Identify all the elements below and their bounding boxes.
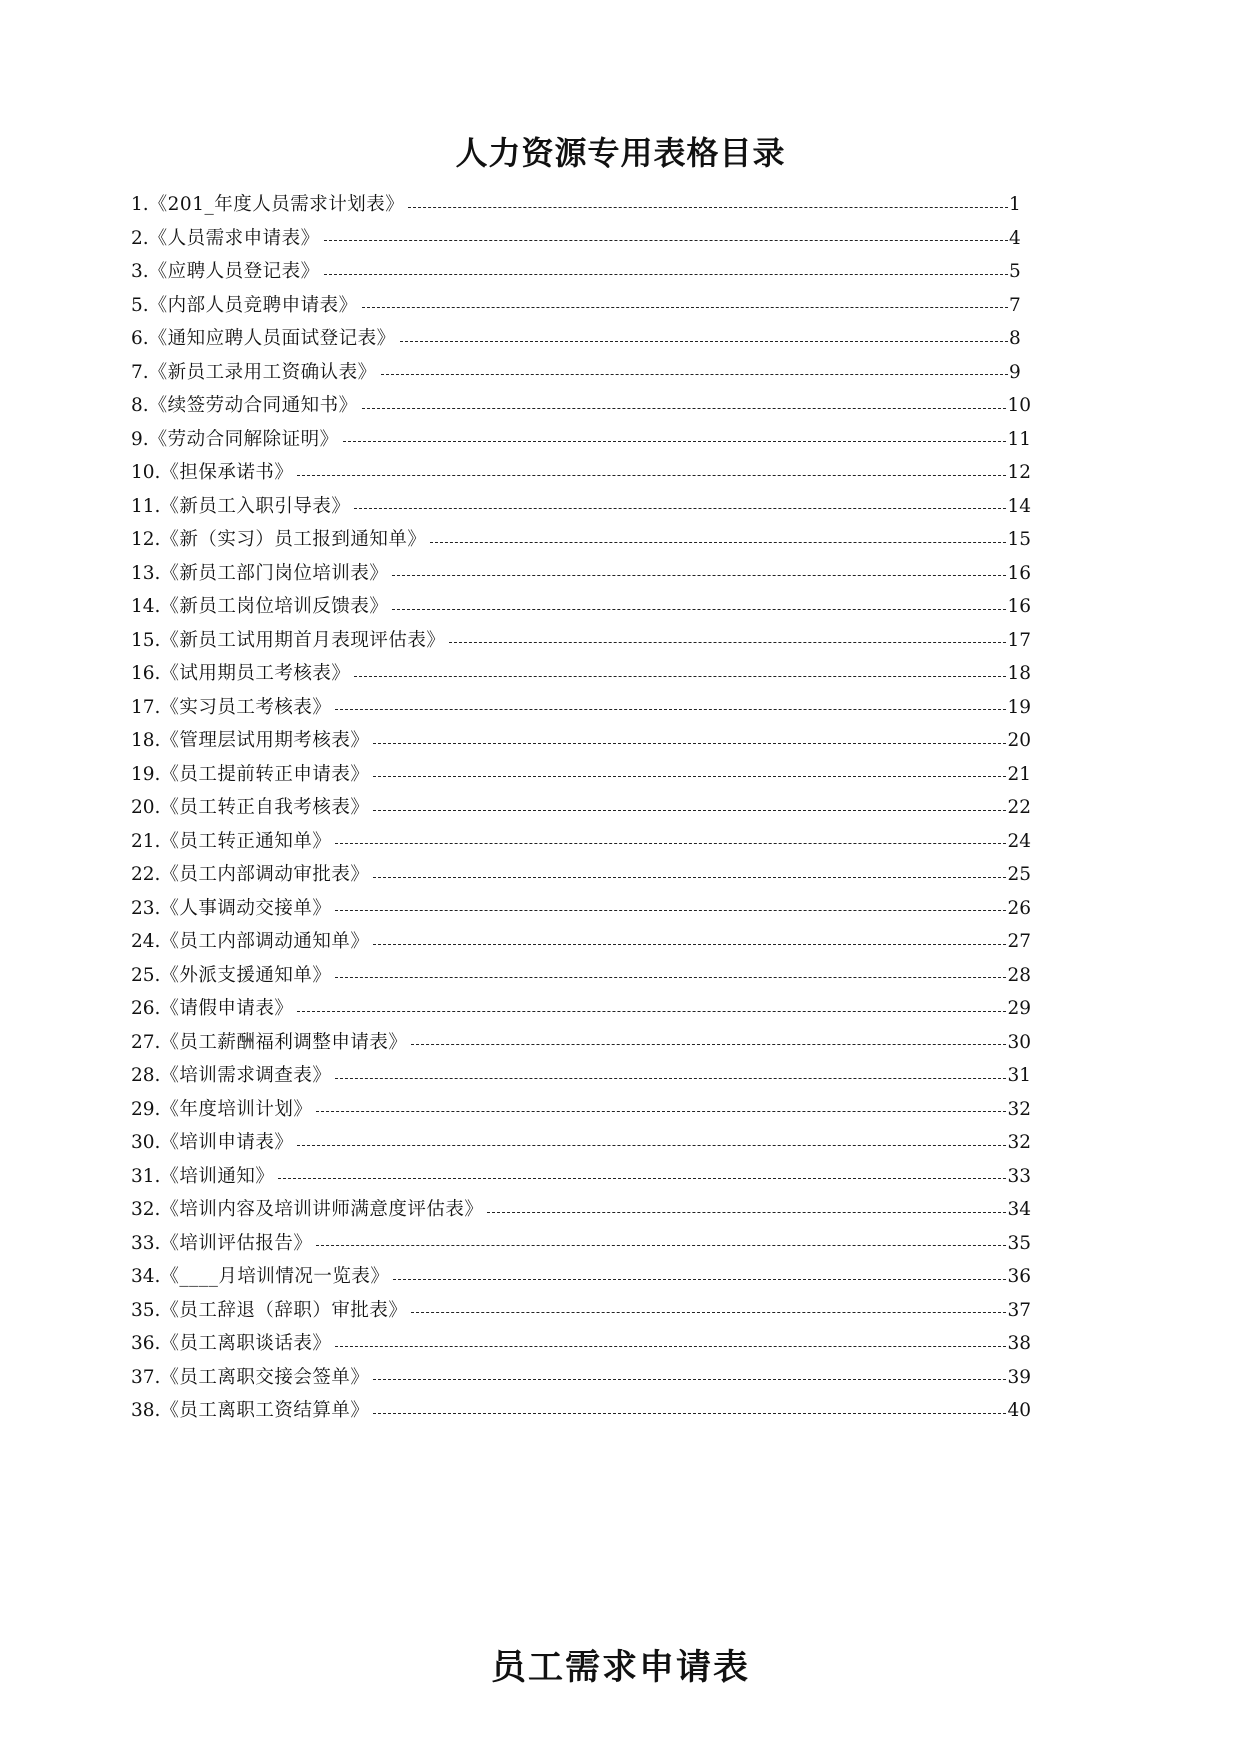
- toc-entry-title[interactable]: 《劳动合同解除证明》: [148, 428, 339, 450]
- toc-entry-page-number: 28: [1007, 964, 1031, 986]
- toc-entry-title[interactable]: 《新员工部门岗位培训表》: [160, 562, 389, 584]
- toc-entry-page-number: 37: [1007, 1299, 1031, 1321]
- toc-entry-title[interactable]: 《____月培训情况一览表》: [160, 1266, 390, 1287]
- toc-entry-page-number: 14: [1007, 495, 1031, 517]
- toc-entry-title[interactable]: 《培训申请表》: [160, 1132, 294, 1153]
- toc-dash-leader: [324, 233, 1008, 247]
- toc-entry-number: 29.: [131, 1098, 161, 1120]
- toc-entry-number: 28.: [131, 1065, 161, 1086]
- toc-entry-number: 35.: [131, 1299, 161, 1321]
- toc-entry-number: 6.: [131, 328, 149, 349]
- toc-dash-leader: [316, 1104, 1006, 1118]
- toc-entry-number: 17.: [131, 696, 161, 718]
- toc-dash-leader: [373, 937, 1006, 951]
- toc-entry-page-number: 12: [1007, 462, 1031, 483]
- toc-dash-leader: [362, 401, 1007, 415]
- toc-dash-leader: [297, 1138, 1006, 1152]
- toc-entry-title[interactable]: 《担保承诺书》: [160, 462, 294, 483]
- toc-entry[interactable]: [131, 961, 1031, 995]
- toc-entry-page-number: 4: [1009, 227, 1021, 249]
- toc-entry-title[interactable]: 《新（实习）员工报到通知单》: [160, 529, 427, 550]
- toc-entry[interactable]: [131, 492, 1031, 526]
- toc-entry[interactable]: [131, 592, 1031, 626]
- toc-entry-title[interactable]: 《人员需求申请表》: [148, 227, 320, 249]
- toc-dash-leader: [354, 501, 1006, 515]
- toc-dash-leader: [449, 635, 1006, 649]
- toc-entry-number: 20.: [131, 797, 161, 818]
- toc-entry[interactable]: [131, 894, 1031, 928]
- toc-entry-number: 12.: [131, 529, 161, 550]
- toc-entry-page-number: 30: [1007, 1031, 1031, 1053]
- toc-entry-number: 14.: [131, 596, 161, 617]
- table-of-contents: [131, 190, 1031, 1430]
- toc-entry-page-number: 17: [1007, 629, 1031, 651]
- toc-entry-page-number: 1: [1009, 194, 1021, 215]
- toc-entry[interactable]: [131, 1061, 1031, 1095]
- toc-entry-title[interactable]: 《请假申请表》: [160, 998, 294, 1019]
- toc-entry-number: 2.: [131, 227, 149, 249]
- toc-entry[interactable]: [131, 1229, 1031, 1263]
- toc-dash-leader: [335, 970, 1006, 984]
- toc-dash-leader: [373, 803, 1006, 817]
- toc-entry-number: 38.: [131, 1400, 161, 1421]
- toc-entry-title[interactable]: 《应聘人员登记表》: [148, 261, 320, 282]
- toc-entry[interactable]: [131, 1296, 1031, 1330]
- toc-entry-page-number: 8: [1009, 328, 1021, 349]
- toc-entry-page-number: 20: [1007, 730, 1031, 751]
- toc-entry[interactable]: [131, 525, 1031, 559]
- toc-entry-number: 33.: [131, 1232, 161, 1254]
- toc-entry[interactable]: [131, 793, 1031, 827]
- toc-entry[interactable]: [131, 559, 1031, 593]
- toc-entry-title[interactable]: 《续签劳动合同通知书》: [148, 395, 358, 416]
- toc-entry-number: 15.: [131, 629, 161, 651]
- toc-dash-leader: [392, 568, 1006, 582]
- toc-entry[interactable]: [131, 726, 1031, 760]
- toc-dash-leader: [373, 769, 1006, 783]
- toc-entry-title[interactable]: 《人事调动交接单》: [160, 897, 332, 919]
- toc-entry[interactable]: [131, 927, 1031, 961]
- page-title: 人力资源专用表格目录: [455, 134, 786, 172]
- toc-entry[interactable]: [131, 324, 1031, 358]
- toc-entry-title[interactable]: 《员工转正自我考核表》: [160, 797, 370, 818]
- toc-entry-page-number: 40: [1007, 1400, 1031, 1421]
- toc-entry-title[interactable]: 《新员工入职引导表》: [160, 495, 351, 517]
- toc-dash-leader: [408, 200, 1008, 214]
- toc-entry[interactable]: [131, 760, 1031, 794]
- toc-entry-page-number: 19: [1007, 696, 1031, 718]
- toc-dash-leader: [411, 1037, 1006, 1051]
- toc-entry-page-number: 24: [1007, 830, 1031, 852]
- toc-entry-number: 5.: [131, 294, 149, 316]
- toc-entry-title[interactable]: 《员工内部调动通知单》: [160, 931, 370, 952]
- toc-entry-number: 26.: [131, 998, 161, 1019]
- toc-entry-number: 3.: [131, 261, 149, 282]
- toc-entry-title[interactable]: 《通知应聘人员面试登记表》: [148, 328, 396, 349]
- toc-entry-title[interactable]: 《员工离职谈话表》: [160, 1333, 332, 1354]
- toc-dash-leader: [278, 1171, 1006, 1185]
- toc-entry-number: 30.: [131, 1132, 161, 1153]
- toc-entry-number: 16.: [131, 663, 161, 684]
- toc-entry-page-number: 34: [1007, 1199, 1031, 1220]
- toc-entry-page-number: 26: [1007, 897, 1031, 919]
- toc-entry-number: 21.: [131, 830, 161, 852]
- toc-entry-page-number: 29: [1007, 998, 1031, 1019]
- toc-dash-leader: [393, 1272, 1006, 1286]
- toc-entry[interactable]: [131, 626, 1031, 660]
- toc-entry[interactable]: [131, 391, 1031, 425]
- toc-dash-leader: [373, 1406, 1006, 1420]
- toc-entry-number: 27.: [131, 1031, 161, 1053]
- toc-entry-page-number: 10: [1007, 395, 1031, 416]
- toc-entry-page-number: 31: [1007, 1065, 1031, 1086]
- toc-entry-page-number: 39: [1007, 1366, 1031, 1388]
- toc-entry-title[interactable]: 《员工内部调动审批表》: [160, 864, 370, 885]
- toc-entry-title[interactable]: 《内部人员竞聘申请表》: [148, 294, 358, 316]
- toc-entry-title[interactable]: 《培训内容及培训讲师满意度评估表》: [160, 1199, 484, 1220]
- toc-entry-page-number: 36: [1007, 1266, 1031, 1287]
- toc-entry-title[interactable]: 《培训需求调查表》: [160, 1065, 332, 1086]
- toc-entry[interactable]: [131, 1195, 1031, 1229]
- toc-dash-leader: [316, 1238, 1006, 1252]
- toc-entry-page-number: 15: [1007, 529, 1031, 550]
- toc-entry-page-number: 7: [1009, 294, 1021, 316]
- toc-dash-leader: [411, 1305, 1006, 1319]
- toc-entry-title[interactable]: 《员工辞退（辞职）审批表》: [160, 1299, 408, 1321]
- toc-entry-page-number: 35: [1007, 1232, 1031, 1254]
- toc-entry-number: 7.: [131, 361, 149, 383]
- toc-entry[interactable]: [131, 827, 1031, 861]
- toc-entry-number: 36.: [131, 1333, 161, 1354]
- toc-dash-leader: [354, 669, 1006, 683]
- toc-entry[interactable]: [131, 1028, 1031, 1062]
- toc-entry-number: 18.: [131, 730, 161, 751]
- toc-dash-leader: [335, 903, 1006, 917]
- toc-dash-leader: [335, 1339, 1006, 1353]
- toc-entry-page-number: 11: [1007, 428, 1031, 450]
- toc-entry-title[interactable]: 《管理层试用期考核表》: [160, 730, 370, 751]
- toc-entry-title[interactable]: 《员工离职工资结算单》: [160, 1400, 370, 1421]
- toc-dash-leader: [430, 535, 1006, 549]
- toc-dash-leader: [400, 334, 1008, 348]
- toc-entry-number: 34.: [131, 1266, 161, 1287]
- toc-entry-page-number: 32: [1007, 1132, 1031, 1153]
- section-title: 员工需求申请表: [490, 1648, 750, 1688]
- toc-entry[interactable]: [131, 1329, 1031, 1363]
- toc-entry-page-number: 18: [1007, 663, 1031, 684]
- toc-entry-title[interactable]: 《员工转正通知单》: [160, 830, 332, 852]
- toc-entry[interactable]: [131, 1363, 1031, 1397]
- toc-entry-number: 31.: [131, 1165, 161, 1187]
- toc-dash-leader: [487, 1205, 1006, 1219]
- toc-entry-page-number: 27: [1007, 931, 1031, 952]
- toc-entry-number: 22.: [131, 864, 161, 885]
- toc-entry-title[interactable]: 《新员工试用期首月表现评估表》: [160, 629, 446, 651]
- toc-entry-number: 37.: [131, 1366, 161, 1388]
- toc-entry[interactable]: [131, 291, 1031, 325]
- toc-dash-leader: [343, 434, 1007, 448]
- toc-entry[interactable]: [131, 693, 1031, 727]
- toc-entry-page-number: 33: [1007, 1165, 1031, 1187]
- toc-entry-page-number: 38: [1007, 1333, 1031, 1354]
- toc-entry-page-number: 16: [1007, 596, 1031, 617]
- toc-entry-page-number: 25: [1007, 864, 1031, 885]
- toc-dash-leader: [362, 300, 1008, 314]
- toc-entry[interactable]: [131, 1128, 1031, 1162]
- toc-entry[interactable]: [131, 425, 1031, 459]
- toc-entry-title[interactable]: 《试用期员工考核表》: [160, 663, 351, 684]
- toc-entry-number: 19.: [131, 763, 161, 785]
- toc-entry-title[interactable]: 《实习员工考核表》: [160, 696, 332, 718]
- toc-entry-page-number: 9: [1009, 361, 1021, 383]
- toc-dash-leader: [373, 870, 1006, 884]
- toc-entry-title[interactable]: 《员工薪酬福利调整申请表》: [160, 1031, 408, 1053]
- toc-entry-number: 13.: [131, 562, 161, 584]
- toc-entry-number: 1.: [131, 194, 149, 215]
- toc-entry-title[interactable]: 《员工离职交接会签单》: [160, 1366, 370, 1388]
- toc-entry[interactable]: [131, 190, 1031, 224]
- toc-dash-leader: [373, 736, 1006, 750]
- toc-entry-title[interactable]: 《培训评估报告》: [160, 1232, 313, 1254]
- toc-entry[interactable]: [131, 1262, 1031, 1296]
- toc-entry[interactable]: [131, 257, 1031, 291]
- toc-entry-title[interactable]: 《员工提前转正申请表》: [160, 763, 370, 785]
- toc-entry-number: 9.: [131, 428, 149, 450]
- toc-dash-leader: [381, 367, 1008, 381]
- toc-entry-number: 25.: [131, 964, 161, 986]
- toc-entry-number: 23.: [131, 897, 161, 919]
- toc-entry-page-number: 21: [1007, 763, 1031, 785]
- toc-entry[interactable]: [131, 860, 1031, 894]
- toc-entry-page-number: 5: [1009, 261, 1021, 282]
- toc-entry-page-number: 16: [1007, 562, 1031, 584]
- toc-dash-leader: [335, 702, 1006, 716]
- toc-entry-page-number: 22: [1007, 797, 1031, 818]
- toc-entry-page-number: 32: [1007, 1098, 1031, 1120]
- toc-entry[interactable]: [131, 659, 1031, 693]
- toc-entry[interactable]: [131, 1396, 1031, 1430]
- toc-dash-leader: [324, 267, 1008, 281]
- toc-entry[interactable]: [131, 1095, 1031, 1129]
- toc-entry[interactable]: [131, 224, 1031, 258]
- toc-entry[interactable]: [131, 994, 1031, 1028]
- toc-dash-leader: [297, 468, 1006, 482]
- toc-entry-number: 10.: [131, 462, 161, 483]
- toc-entry-title[interactable]: 《201_年度人员需求计划表》: [148, 194, 405, 215]
- toc-dash-leader: [373, 1372, 1006, 1386]
- toc-entry-number: 32.: [131, 1199, 161, 1220]
- toc-entry-number: 11.: [131, 495, 161, 517]
- toc-entry[interactable]: [131, 458, 1031, 492]
- toc-dash-leader: [335, 836, 1006, 850]
- toc-entry-title[interactable]: 《新员工录用工资确认表》: [148, 361, 377, 383]
- toc-entry-title[interactable]: 《外派支援通知单》: [160, 964, 332, 986]
- toc-entry-number: 24.: [131, 931, 161, 952]
- toc-dash-leader: [297, 1004, 1006, 1018]
- toc-entry[interactable]: [131, 358, 1031, 392]
- toc-dash-leader: [335, 1071, 1006, 1085]
- toc-dash-leader: [392, 602, 1006, 616]
- toc-entry[interactable]: [131, 1162, 1031, 1196]
- toc-entry-number: 8.: [131, 395, 149, 416]
- toc-entry-title[interactable]: 《培训通知》: [160, 1165, 275, 1187]
- toc-entry-title[interactable]: 《新员工岗位培训反馈表》: [160, 596, 389, 617]
- toc-entry-title[interactable]: 《年度培训计划》: [160, 1098, 313, 1120]
